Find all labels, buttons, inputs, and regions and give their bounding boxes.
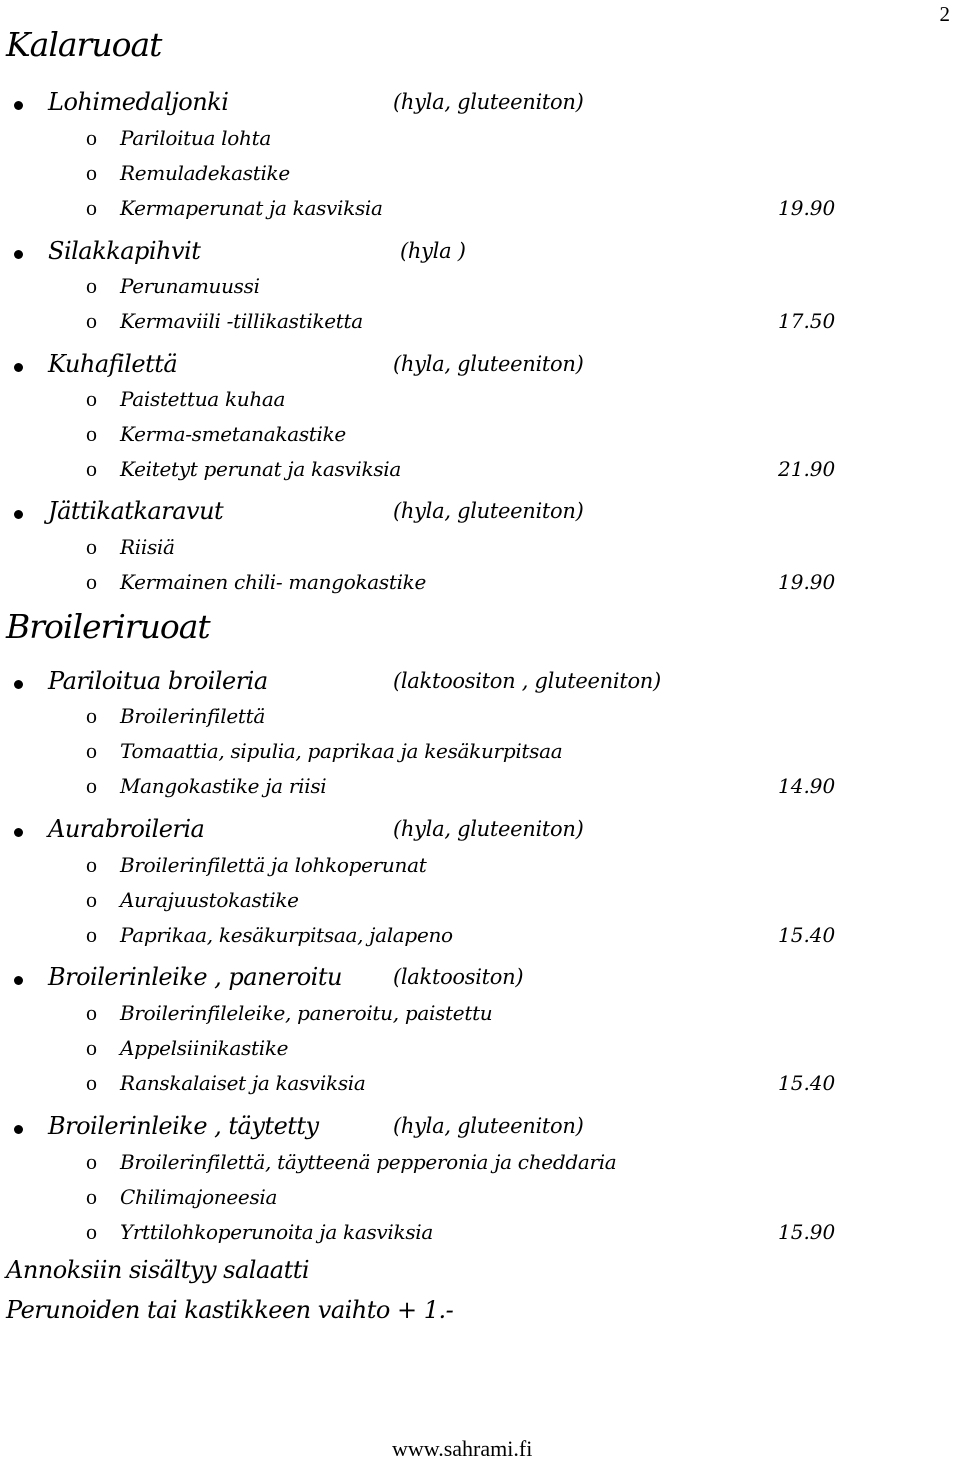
sub-item-marker: o <box>86 534 97 559</box>
sub-item-marker: o <box>86 308 97 333</box>
dish-component: Paprikaa, kesäkurpitsaa, jalapeno <box>120 923 453 947</box>
dish-component: Riisiä <box>120 535 175 559</box>
bullet-icon <box>14 363 23 372</box>
dish-component: Appelsiinikastike <box>120 1036 289 1060</box>
dish-component: Remuladekastike <box>120 161 290 185</box>
dish-price: 15.40 <box>778 1071 836 1095</box>
sub-item-marker: o <box>86 852 97 877</box>
dish-diet-info: (hyla, gluteeniton) <box>393 499 584 523</box>
dish-diet-info: (laktoositon) <box>393 965 524 989</box>
dish-name: Aurabroileria <box>48 815 205 843</box>
dish-component: Pariloitua lohta <box>120 126 271 150</box>
dish-diet-info: (laktoositon , gluteeniton) <box>393 669 661 693</box>
dish-component: Broilerinfilettä <box>120 704 265 728</box>
dish-component: Broilerinfilettä ja lohkoperunat <box>120 853 427 877</box>
dish-component: Tomaattia, sipulia, paprikaa ja kesäkurpitsaa <box>120 739 563 763</box>
section-heading: Kalaruoat <box>6 25 162 64</box>
dish-price: 14.90 <box>778 774 836 798</box>
bullet-icon <box>14 1125 23 1134</box>
sub-item-marker: o <box>86 456 97 481</box>
sub-item-marker: o <box>86 1000 97 1025</box>
menu-note: Perunoiden tai kastikkeen vaihto + 1.- <box>6 1296 454 1324</box>
dish-component: Kermaviili -tillikastiketta <box>120 309 363 333</box>
dish-price: 15.90 <box>778 1220 836 1244</box>
sub-item-marker: o <box>86 1070 97 1095</box>
dish-component: Paistettua kuhaa <box>120 387 286 411</box>
sub-item-marker: o <box>86 738 97 763</box>
sub-item-marker: o <box>86 386 97 411</box>
sub-item-marker: o <box>86 1219 97 1244</box>
bullet-icon <box>14 828 23 837</box>
dish-diet-info: (hyla, gluteeniton) <box>393 1114 584 1138</box>
dish-price: 15.40 <box>778 923 836 947</box>
sub-item-marker: o <box>86 922 97 947</box>
dish-component: Keitetyt perunat ja kasviksia <box>120 457 402 481</box>
sub-item-marker: o <box>86 887 97 912</box>
footer-url: www.sahrami.fi <box>392 1436 533 1461</box>
bullet-icon <box>14 250 23 259</box>
sub-item-marker: o <box>86 1184 97 1209</box>
dish-price: 17.50 <box>778 309 836 333</box>
sub-item-marker: o <box>86 1149 97 1174</box>
dish-price: 19.90 <box>778 196 836 220</box>
sub-item-marker: o <box>86 421 97 446</box>
dish-name: Broilerinleike , täytetty <box>48 1112 319 1140</box>
dish-component: Kerma-smetanakastike <box>120 422 346 446</box>
dish-component: Perunamuussi <box>120 274 260 298</box>
sub-item-marker: o <box>86 773 97 798</box>
dish-component: Mangokastike ja riisi <box>120 774 327 798</box>
dish-price: 21.90 <box>778 457 836 481</box>
dish-diet-info: (hyla ) <box>400 239 466 263</box>
dish-name: Kuhafilettä <box>48 350 178 378</box>
dish-name: Lohimedaljonki <box>48 88 229 116</box>
page-number: 2 <box>939 2 950 26</box>
dish-name: Broilerinleike , paneroitu <box>48 963 342 991</box>
dish-name: Pariloitua broileria <box>48 667 268 695</box>
sub-item-marker: o <box>86 569 97 594</box>
menu-note: Annoksiin sisältyy salaatti <box>6 1256 310 1284</box>
dish-name: Jättikatkaravut <box>48 497 224 525</box>
dish-price: 19.90 <box>778 570 836 594</box>
dish-component: Yrttilohkoperunoita ja kasviksia <box>120 1220 434 1244</box>
dish-diet-info: (hyla, gluteeniton) <box>393 90 584 114</box>
bullet-icon <box>14 101 23 110</box>
dish-component: Ranskalaiset ja kasviksia <box>120 1071 366 1095</box>
dish-diet-info: (hyla, gluteeniton) <box>393 352 584 376</box>
bullet-icon <box>14 510 23 519</box>
bullet-icon <box>14 680 23 689</box>
dish-component: Chilimajoneesia <box>120 1185 278 1209</box>
dish-component: Broilerinfileleike, paneroitu, paistettu <box>120 1001 493 1025</box>
sub-item-marker: o <box>86 125 97 150</box>
dish-name: Silakkapihvit <box>48 237 201 265</box>
dish-component: Kermaperunat ja kasviksia <box>120 196 383 220</box>
dish-component: Aurajuustokastike <box>120 888 299 912</box>
sub-item-marker: o <box>86 195 97 220</box>
bullet-icon <box>14 976 23 985</box>
sub-item-marker: o <box>86 160 97 185</box>
sub-item-marker: o <box>86 1035 97 1060</box>
section-heading: Broileriruoat <box>6 607 210 646</box>
dish-component: Kermainen chili- mangokastike <box>120 570 427 594</box>
dish-diet-info: (hyla, gluteeniton) <box>393 817 584 841</box>
sub-item-marker: o <box>86 273 97 298</box>
sub-item-marker: o <box>86 703 97 728</box>
dish-component: Broilerinfilettä, täytteenä pepperonia ja cheddaria <box>120 1150 617 1174</box>
